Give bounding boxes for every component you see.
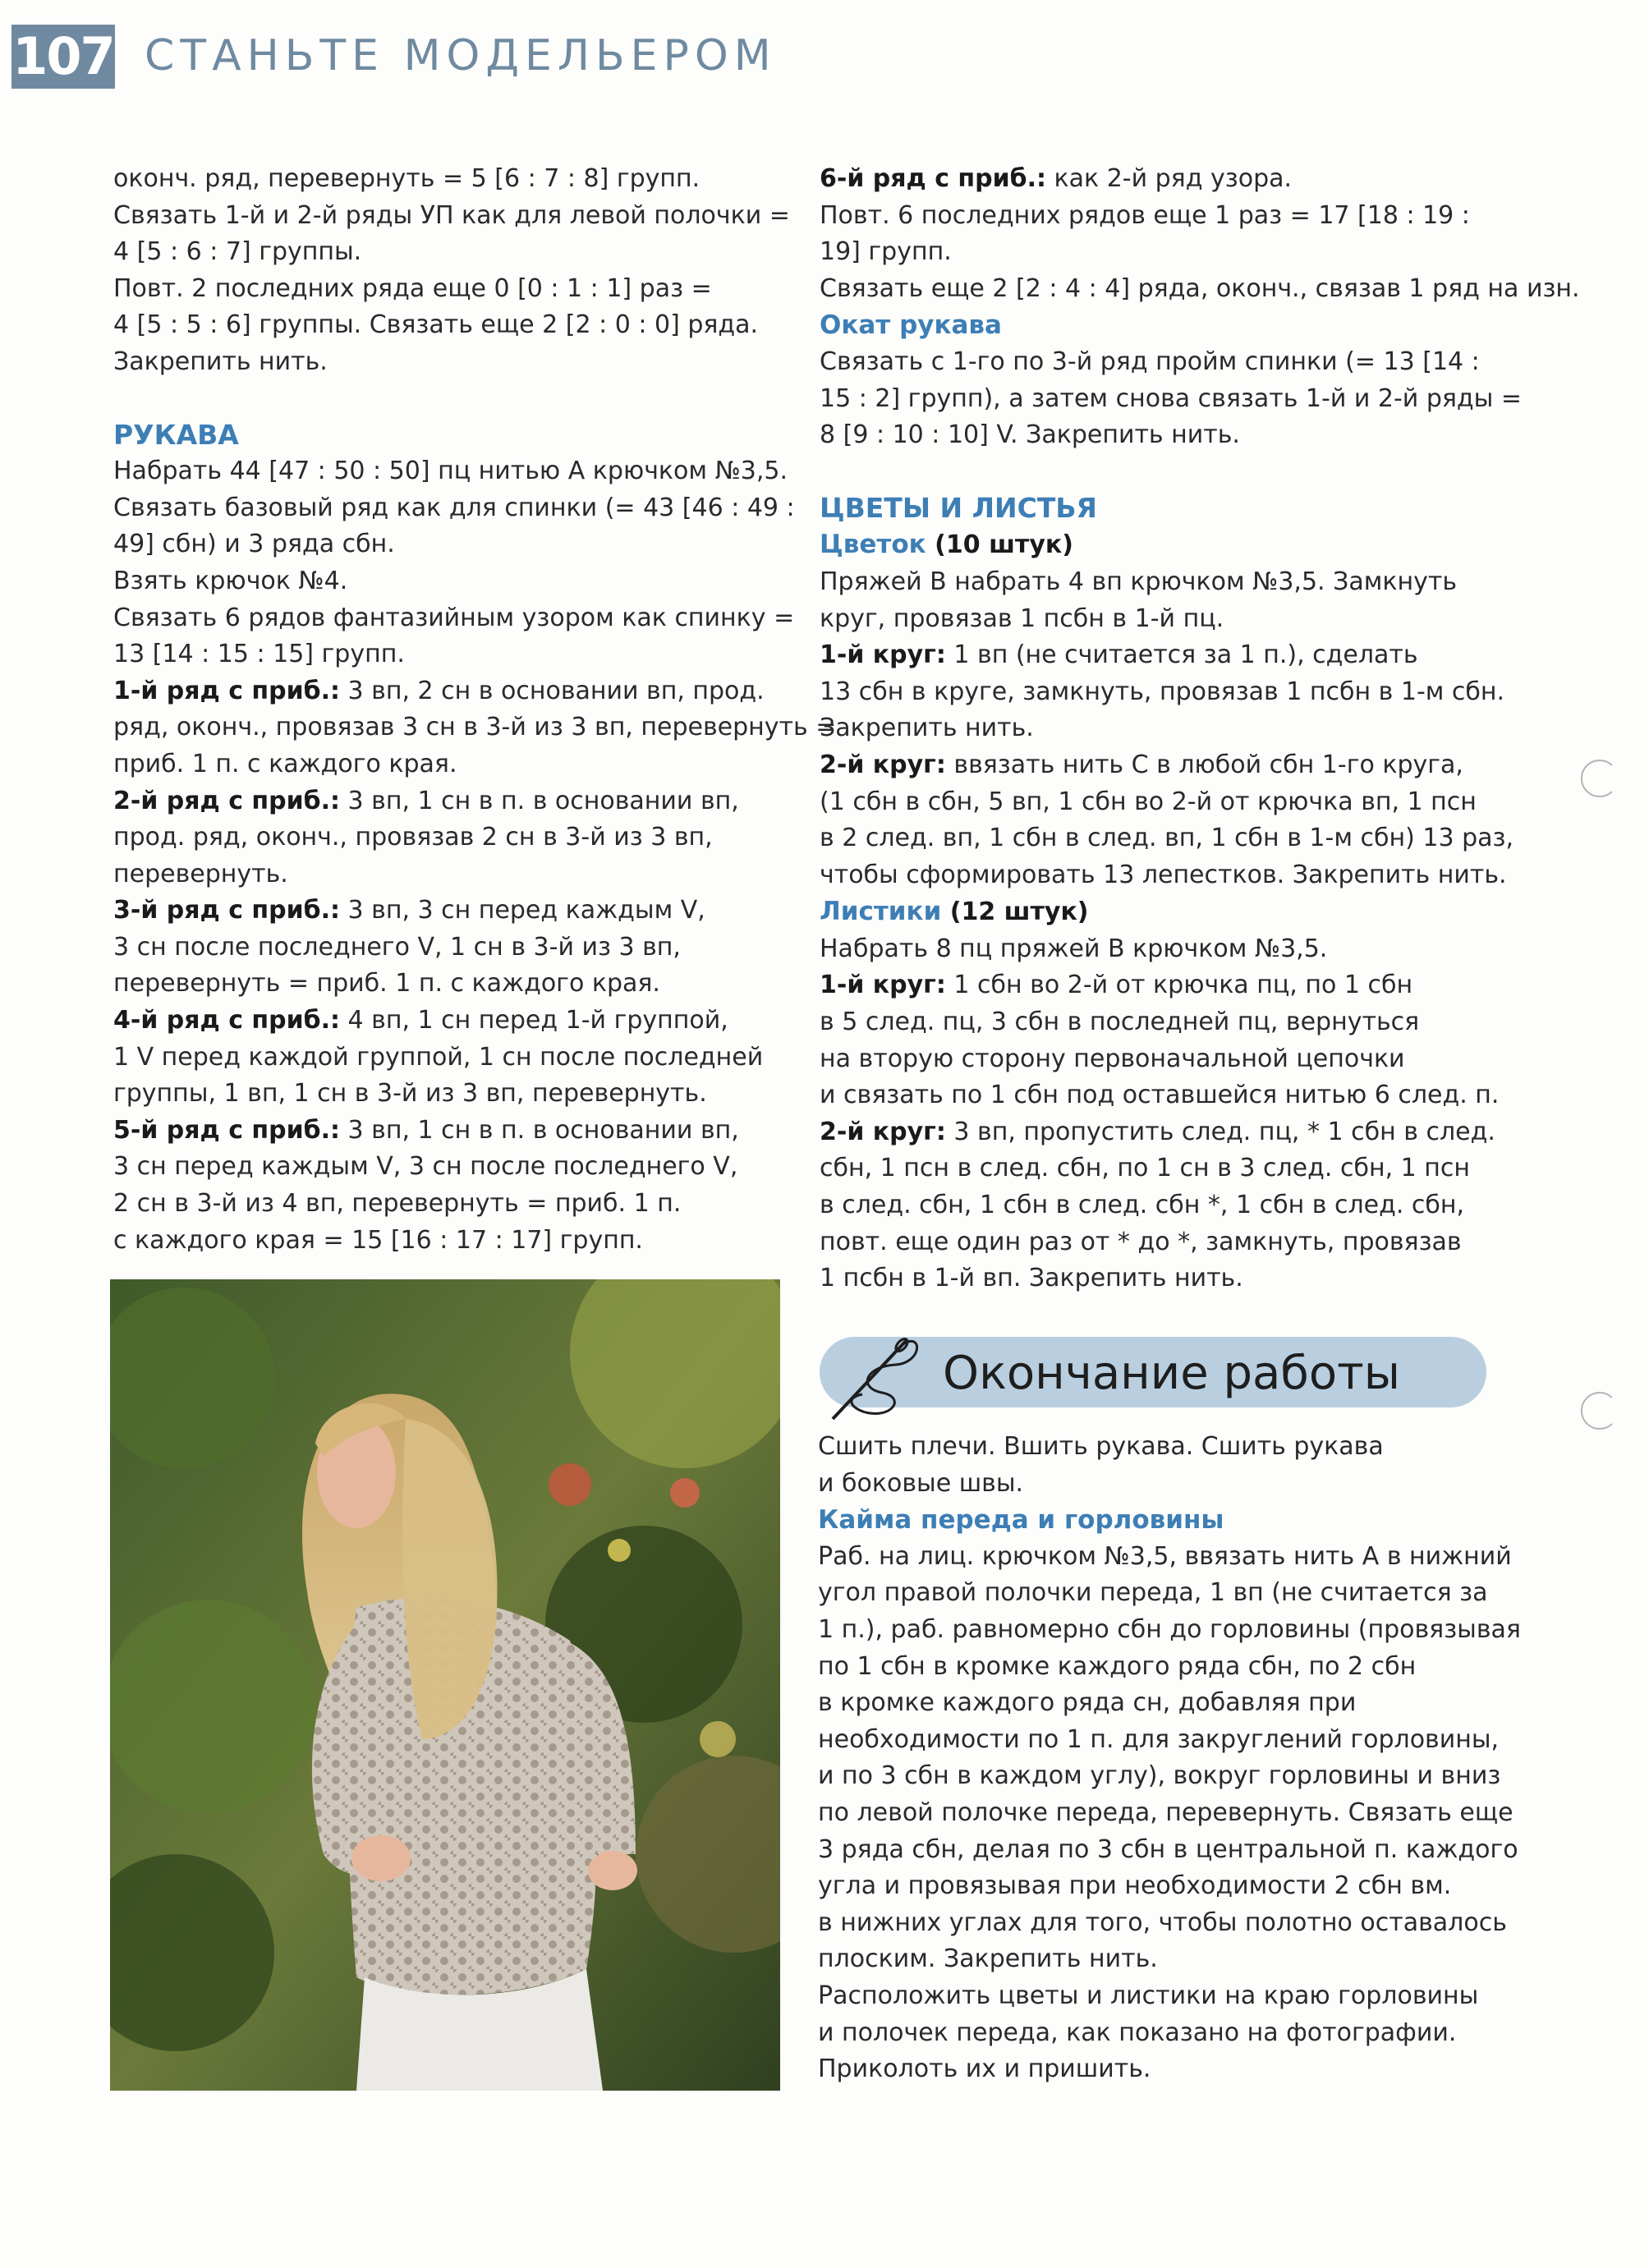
- round-text: 1 вп (не считается за 1 п.), сделать: [945, 640, 1418, 670]
- text-line: приб. 1 п. с каждого края.: [113, 749, 457, 778]
- row-text: 3 вп, 1 сн в п. в основании вп,: [340, 1115, 739, 1145]
- text-line: 49] сбн) и 3 ряда сбн.: [113, 530, 395, 559]
- text-line: Раб. на лиц. крючком №3,5, ввязать нить А в нижний: [818, 1541, 1512, 1571]
- text-line: Расположить цветы и листики на краю горловины: [818, 1981, 1479, 2010]
- flower-subheading: [820, 526, 1501, 564]
- text-line: 3 сн после последнего V, 1 сн в 3-й из 3 вп,: [113, 932, 681, 962]
- round-text: 3 вп, пропустить след. пц, * 1 сбн в след.: [945, 1117, 1495, 1146]
- row-text: 4 вп, 1 сн перед 1-й группой,: [340, 1006, 728, 1035]
- text-line: 1 п.), раб. равномерно сбн до горловины (провязывая: [818, 1614, 1521, 1644]
- row-text: как 2-й ряд узора.: [1046, 164, 1293, 193]
- text-line: круг, провязав 1 псбн в 1-й пц.: [820, 604, 1224, 633]
- row-label: 3-й ряд с приб.:: [113, 896, 340, 925]
- row-label: 6-й ряд с приб.:: [820, 164, 1046, 193]
- row-text: 3 вп, 2 сн в основании вп, прод.: [340, 676, 765, 705]
- text-line: в след. сбн, 1 сбн в след. сбн *, 1 сбн в след. сбн,: [820, 1191, 1465, 1220]
- text-line: Взять крючок №4.: [113, 566, 348, 595]
- round-text: ввязать нить С в любой сбн 1-го круга,: [945, 750, 1463, 779]
- text-line: Сшить плечи. Вшить рукава. Сшить рукава: [818, 1432, 1384, 1461]
- text-line: на вторую сторону первоначальной цепочки: [820, 1044, 1405, 1073]
- text-line: Набрать 44 [47 : 50 : 50] пц нитью А крючком №3,5.: [113, 457, 788, 486]
- flowers-heading: ЦВЕТЫ И ЛИСТЬЯ: [820, 491, 1097, 524]
- text-line: Связать 6 рядов фантазийным узором как спинку =: [113, 603, 795, 632]
- text-line: Пряжей В набрать 4 вп крючком №3,5. Замкнуть: [820, 567, 1458, 596]
- left-column: [113, 161, 837, 1259]
- needle-thread-icon: [816, 1322, 931, 1429]
- text-line: 1 псбн в 1-й вп. Закрепить нить.: [820, 1264, 1243, 1293]
- text-line: по левой полочке переда, перевернуть. Связать еще: [818, 1797, 1513, 1827]
- model-photo: [110, 1279, 780, 2091]
- row-5-instruction: [113, 1113, 795, 1150]
- finishing-section: [818, 1429, 1521, 2088]
- text-line: Повт. 6 последних рядов еще 1 раз = 17 [18 : 19 :: [820, 200, 1470, 230]
- text-line: по 1 сбн в кромке каждого ряда сбн, по 2 сбн: [818, 1651, 1417, 1681]
- text-line: (1 сбн в сбн, 5 вп, 1 сбн во 2-й от крючка вп, 1 псн: [820, 787, 1477, 816]
- text-line: повт. еще один раз от * до *, замкнуть, провязав: [820, 1227, 1462, 1256]
- right-column: [820, 161, 1580, 1297]
- text-line: 13 [14 : 15 : 15] групп.: [113, 640, 405, 669]
- text-line: 4 [5 : 6 : 7] группы.: [113, 237, 362, 267]
- row-label: 1-й ряд с приб.:: [113, 676, 340, 705]
- row-6-instruction: [820, 161, 1501, 198]
- text-line: необходимости по 1 п. для закруглений горловины,: [818, 1724, 1500, 1754]
- text-line: Связать базовый ряд как для спинки (= 43 [46 : 49 :: [113, 493, 795, 522]
- text-line: в 2 след. вп, 1 сбн в след. вп, 1 сбн в 1-м сбн) 13 раз,: [820, 824, 1513, 853]
- text-line: 15 : 2] групп), а затем снова связать 1-й и 2-й ряды =: [820, 383, 1523, 413]
- text-line: Закрепить нить.: [113, 347, 328, 376]
- text-line: 19] групп.: [820, 237, 952, 267]
- text-line: в нижних углах для того, чтобы полотно оставалось: [818, 1908, 1507, 1937]
- flower-round-1: [820, 637, 1501, 674]
- row-label: 2-й ряд с приб.:: [113, 786, 340, 815]
- text-line: и полочек переда, как показано на фотографии.: [818, 2018, 1457, 2047]
- border-heading: Кайма переда и горловины: [818, 1505, 1224, 1536]
- row-2-instruction: [113, 783, 795, 820]
- row-1-instruction: [113, 673, 795, 710]
- text-line: перевернуть.: [113, 859, 288, 888]
- text-line: и связать по 1 сбн под оставшейся нитью 6 след. п.: [820, 1081, 1500, 1110]
- text-line: угол правой полочки переда, 1 вп (не считается за: [818, 1578, 1488, 1608]
- text-line: Повт. 2 последних ряда еще 0 [0 : 1 : 1] раз =: [113, 273, 712, 303]
- text-line: 3 ряда сбн, делая по 3 сбн в центральной п. каждого: [818, 1834, 1518, 1864]
- text-line: в 5 след. пц, 3 сбн в последней пц, вернуться: [820, 1008, 1420, 1037]
- text-line: угла и провязывая при необходимости 2 сбн вм.: [818, 1871, 1452, 1901]
- round-text: 1 сбн во 2-й от крючка пц, по 1 сбн: [945, 971, 1413, 1000]
- text-line: 3 сн перед каждым V, 3 сн после последнего V,: [113, 1152, 738, 1182]
- text-line: Связать 1-й и 2-й ряды УП как для левой полочки =: [113, 200, 790, 230]
- row-4-instruction: [113, 1003, 795, 1040]
- round-label: 2-й круг:: [820, 750, 946, 779]
- punch-hole-mark: [1573, 754, 1622, 803]
- text-line: ряд, оконч., провязав 3 сн в 3-й из 3 вп, перевернуть =: [113, 713, 837, 742]
- section-title: СТАНЬТЕ МОДЕЛЬЕРОМ: [145, 31, 777, 80]
- text-line: 1 V перед каждой группой, 1 сн после последней: [113, 1042, 764, 1072]
- row-text: 3 вп, 3 сн перед каждым V,: [340, 896, 705, 925]
- text-line: группы, 1 вп, 1 сн в 3-й из 3 вп, перевернуть.: [113, 1079, 707, 1109]
- leaf-round-2: [820, 1114, 1501, 1151]
- row-label: 5-й ряд с приб.:: [113, 1115, 340, 1145]
- sleeves-heading: РУКАВА: [113, 418, 239, 451]
- text-line: и боковые швы.: [818, 1468, 1024, 1498]
- round-label: 1-й круг:: [820, 971, 946, 1000]
- punch-hole-mark: [1573, 1386, 1622, 1435]
- flower-round-2: [820, 747, 1501, 784]
- text-line: и по 3 сбн в каждом углу), вокруг горловины и вниз: [818, 1761, 1501, 1791]
- text-line: плоским. Закрепить нить.: [818, 1944, 1158, 1974]
- round-label: 1-й круг:: [820, 640, 946, 670]
- round-label: 2-й круг:: [820, 1117, 946, 1146]
- text-line: Приколоть их и пришить.: [818, 2055, 1151, 2084]
- row-3-instruction: [113, 893, 795, 930]
- page-number: 107: [11, 25, 115, 89]
- leaf-count: (12 штук): [941, 898, 1089, 927]
- flower-heading: Цветок: [820, 530, 926, 560]
- text-line: с каждого края = 15 [16 : 17 : 17] групп.: [113, 1225, 643, 1255]
- text-line: Связать с 1-го по 3-й ряд пройм спинки (= 13 [14 :: [820, 347, 1480, 376]
- leaf-round-1: [820, 967, 1501, 1004]
- text-line: перевернуть = приб. 1 п. с каждого края.: [113, 969, 660, 999]
- text-line: сбн, 1 псн в след. сбн, по 1 сн в 3 след. сбн, 1 псн: [820, 1154, 1470, 1183]
- leaf-subheading: [820, 893, 1501, 931]
- text-line: 8 [9 : 10 : 10] V. Закрепить нить.: [820, 420, 1240, 450]
- text-line: Набрать 8 пц пряжей В крючком №3,5.: [820, 934, 1328, 963]
- finishing-title: Окончание работы: [943, 1347, 1400, 1400]
- row-label: 4-й ряд с приб.:: [113, 1006, 340, 1035]
- sleeve-cap-heading: Окат рукава: [820, 310, 1002, 341]
- row-text: 3 вп, 1 сн в п. в основании вп,: [340, 786, 739, 815]
- flower-count: (10 штук): [926, 530, 1073, 560]
- text-line: прод. ряд, оконч., провязав 2 сн в 3-й из 3 вп,: [113, 823, 713, 852]
- leaf-heading: Листики: [820, 897, 942, 927]
- text-line: 13 сбн в круге, замкнуть, провязав 1 псбн в 1-м сбн.: [820, 677, 1505, 706]
- text-line: в кромке каждого ряда сн, добавляя при: [818, 1688, 1357, 1718]
- text-line: Связать еще 2 [2 : 4 : 4] ряда, оконч., связав 1 ряд на изн.: [820, 273, 1580, 303]
- text-line: 4 [5 : 5 : 6] группы. Связать еще 2 [2 : 0 : 0] ряда.: [113, 310, 759, 340]
- text-line: оконч. ряд, перевернуть = 5 [6 : 7 : 8] групп.: [113, 164, 700, 193]
- text-line: Закрепить нить.: [820, 714, 1034, 743]
- text-line: чтобы сформировать 13 лепестков. Закрепить нить.: [820, 860, 1507, 889]
- text-line: 2 сн в 3-й из 4 вп, перевернуть = приб. 1 п.: [113, 1189, 682, 1219]
